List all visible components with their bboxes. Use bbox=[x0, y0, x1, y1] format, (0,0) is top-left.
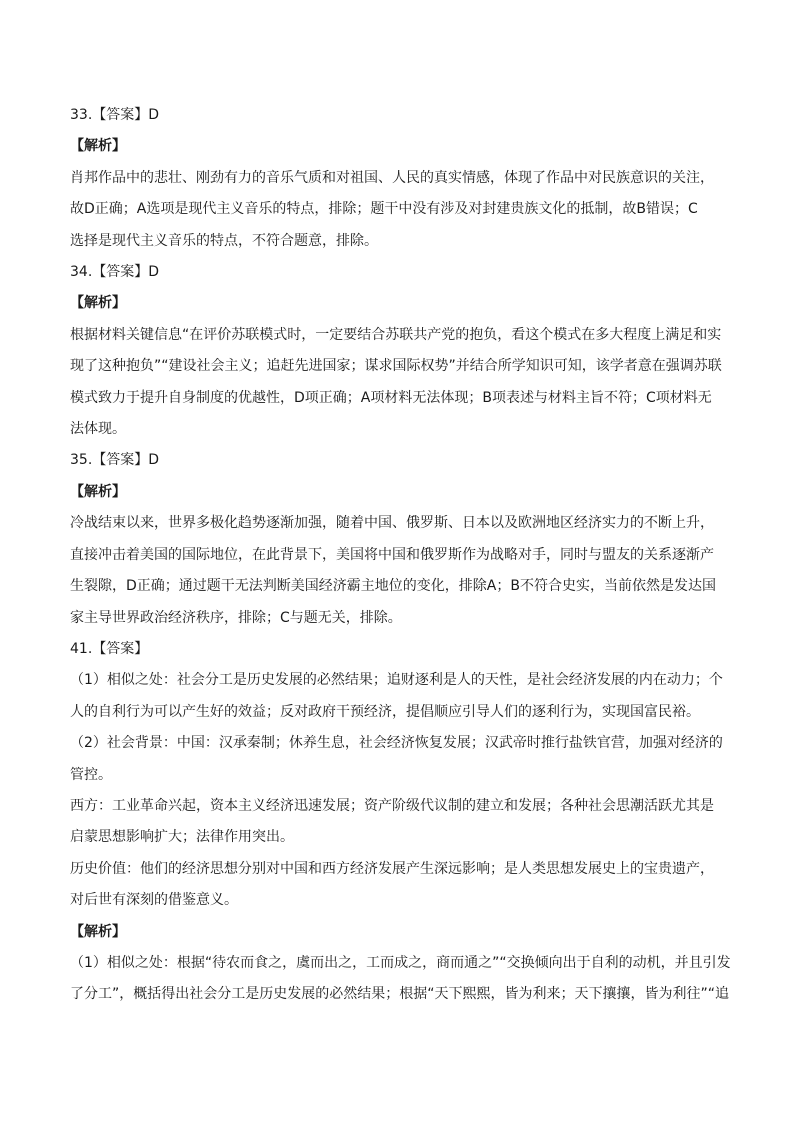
analysis-heading-35: 【解析】 bbox=[70, 483, 126, 500]
text-line: 人的自利行为可以产生好的效益；反对政府干预经济，提倡顺应引导人们的逐利行为，实现国富民裕。 bbox=[70, 703, 700, 720]
text-line: 历史价值：他们的经济思想分别对中国和西方经济发展产生深远影响；是人类思想发展史上的宝贵遗产， bbox=[70, 860, 714, 877]
text-line: 模式致力于提升自身制度的优越性，D项正确；A项材料无法体现；B项表述与材料主旨不符；C项材料无 bbox=[70, 389, 712, 406]
text-line: 家主导世界政治经济秩序，排除；C与题无关，排除。 bbox=[70, 609, 402, 626]
text-line: 生裂隙，D正确；通过题干无法判断美国经济霸主地位的变化，排除A；B不符合史实，当前依然是发达国 bbox=[70, 578, 716, 595]
answer-text-body bbox=[70, 100, 732, 1011]
text-line: 根据材料关键信息“在评价苏联模式时，一定要结合苏联共产党的抱负，看这个模式在多大程度上满足和实 bbox=[70, 326, 722, 343]
analysis-heading-41: 【解析】 bbox=[70, 923, 126, 940]
analysis-heading-33: 【解析】 bbox=[70, 138, 126, 155]
answer-heading-35: 35.【答案】D bbox=[70, 452, 160, 469]
text-line: （1）相似之处：社会分工是历史发展的必然结果；追财逐利是人的天性，是社会经济发展的内在动力；个 bbox=[70, 672, 723, 689]
answer-heading-41: 41.【答案】 bbox=[70, 640, 149, 657]
text-line: 故D正确；A选项是现代主义音乐的特点，排除；题干中没有涉及对封建贵族文化的抵制，故B错误；C bbox=[70, 201, 698, 218]
text-line: 对后世有深刻的借鉴意义。 bbox=[70, 892, 238, 909]
text-line: 现了这种抱负”“建设社会主义；追赶先进国家；谋求国际权势”并结合所学知识可知，该学者意在强调苏联 bbox=[70, 358, 722, 375]
text-line: 直接冲击着美国的国际地位，在此背景下，美国将中国和俄罗斯作为战略对手，同时与盟友的关系逐渐产 bbox=[70, 546, 714, 563]
analysis-heading-34: 【解析】 bbox=[70, 295, 126, 312]
text-line: 了分工”，概括得出社会分工是历史发展的必然结果；根据“天下熙熙，皆为利来；天下攘攘，皆为利往”“追 bbox=[70, 986, 730, 1003]
answer-heading-33: 33.【答案】D bbox=[70, 107, 160, 123]
text-line: 选择是现代主义音乐的特点，不符合题意，排除。 bbox=[70, 232, 378, 249]
text-line: 冷战结束以来，世界多极化趋势逐渐加强，随着中国、俄罗斯、日本以及欧洲地区经济实力的不断上升， bbox=[70, 515, 714, 532]
text-line: 西方：工业革命兴起，资本主义经济迅速发展；资产阶级代议制的建立和发展；各种社会思潮活跃尤其是 bbox=[70, 797, 714, 814]
text-line: （2）社会背景：中国：汉承秦制；休养生息，社会经济恢复发展；汉武帝时推行盐铁官营，加强对经济的 bbox=[70, 735, 723, 752]
text-line: 启蒙思想影响扩大；法律作用突出。 bbox=[70, 829, 294, 846]
text-line: （1）相似之处：根据“待农而食之，虞而出之，工而成之，商而通之”“交换倾向出于自利的动机，并且引发 bbox=[70, 954, 731, 971]
text-line: 管控。 bbox=[70, 766, 112, 783]
text-line: 肖邦作品中的悲壮、刚劲有力的音乐气质和对祖国、人民的真实情感，体现了作品中对民族意识的关注， bbox=[70, 169, 714, 186]
answer-heading-34: 34.【答案】D bbox=[70, 264, 160, 281]
text-line: 法体现。 bbox=[70, 421, 126, 438]
